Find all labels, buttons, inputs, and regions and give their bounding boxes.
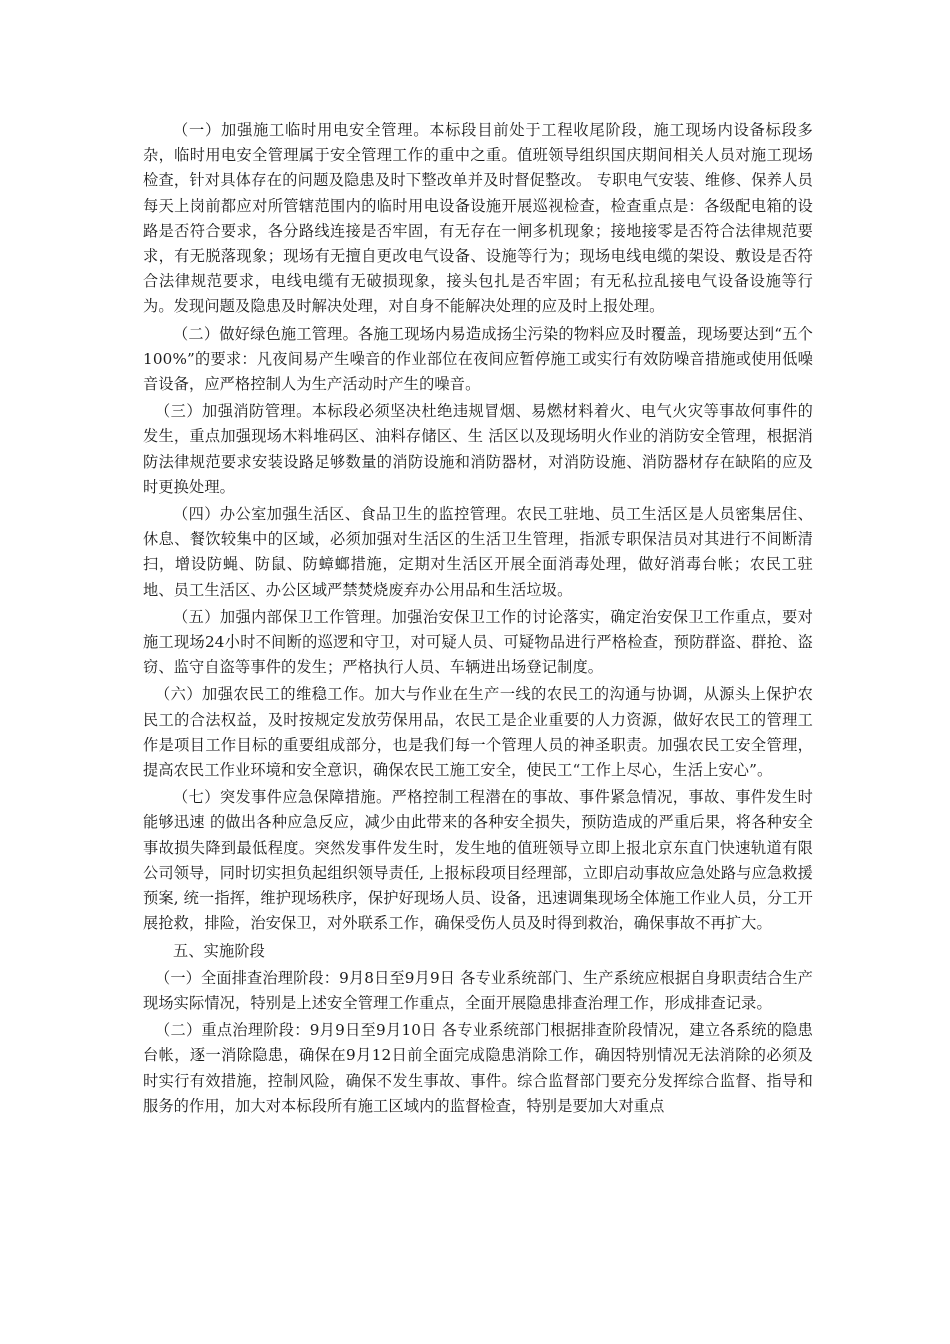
paragraph-emergency-response: （七）突发事件应急保障措施。严格控制工程潜在的事故、事件紧急情况，事故、事件发生时能够迅速 的做出各种应急反应，减少由此带来的各种安全损失，预防造成的严重后果，将各种安全事故损失降到最低程度。突然发事件发生时，发生地的值班领导立即上报北京东直门快速轨道有限公司领导，同时切实担负起组织领导责任, 上报标段项目经理部，立即启动事故应急处路与应急救援预案, 统一指挥，维护现场秩序，保护好现场人员、设备，迅速调集现场全体施工作业人员，分工开展抢救，排险，治安保卫，对外联系工作，确保受伤人员及时得到救治，确保事故不再扩大。 bbox=[143, 788, 813, 933]
paragraph-migrant-workers: （六）加强农民工的维稳工作。加大与作业在生产一线的农民工的沟通与协调，从源头上保护农民工的合法权益，及时按规定发放劳保用品，农民工是企业重要的人力资源，做好农民工的管理工作是项目工作目标的重要组成部分，也是我们每一个管理人员的神圣职责。加强农民工安全管理，提高农民工作业环境和安全意识，确保农民工施工安全，使民工“工作上尽心，生活上安心”。 bbox=[143, 685, 813, 780]
paragraph-phase-investigation: （一）全面排查治理阶段：9月8日至9月9日 各专业系统部门、生产系统应根据自身职责结合生产现场实际情况，特别是上述安全管理工作重点，全面开展隐患排查治理工作，形成排查记录。 bbox=[143, 968, 813, 1012]
paragraph-green-construction: （二）做好绿色施工管理。各施工现场内易造成扬尘污染的物料应及时覆盖，现场要达到“五个100%”的要求：凡夜间易产生噪音的作业部位在夜间应暂停施工或实行有效防噪音措施或使用低噪音设备，应严格控制人为生产活动时产生的噪音。 bbox=[143, 324, 813, 394]
paragraph-fire-safety: （三）加强消防管理。本标段必须坚决杜绝违规冒烟、易燃材料着火、电气火灾等事故何事件的发生，重点加强现场木料堆码区、油料存储区、生 活区以及现场明火作业的消防安全管理，根据消防法律规范要求安装设路足够数量的消防设施和消防器材，对消防设施、消防器材存在缺陷的应及时更换处理。 bbox=[143, 402, 813, 496]
paragraph-phase-key-treatment: （二）重点治理阶段：9月9日至9月10日 各专业系统部门根据排查阶段情况，建立各系统的隐患台帐，逐一消除隐患，确保在9月12日前全面完成隐患消除工作，确因特别情况无法消除的必须及时实行有效措施，控制风险，确保不发生事故、事件。综合监督部门要充分发挥综合监督、指导和服务的作用，加大对本标段所有施工区域内的监督检查，特别是要加大对重点 bbox=[143, 1021, 813, 1115]
section-heading-implementation: 五、实施阶段 bbox=[173, 941, 266, 960]
document-body bbox=[143, 118, 813, 1121]
paragraph-internal-security: （五）加强内部保卫工作管理。加强治安保卫工作的讨论落实，确定治安保卫工作重点，要对施工现场24小时不间断的巡逻和守卫，对可疑人员、可疑物品进行严格检查，预防群盗、群抢、盗窃、监守自盗等事件的发生；严格执行人员、车辆进出场登记制度。 bbox=[143, 607, 813, 677]
paragraph-living-area-hygiene: （四）办公室加强生活区、食品卫生的监控管理。农民工驻地、员工生活区是人员密集居住、休息、餐饮较集中的区域，必须加强对生活区的生活卫生管理，指派专职保洁员对其进行不间断清扫，增设防蝇、防鼠、防蟑螂措施，定期对生活区开展全面消毒处理，做好消毒台帐；农民工驻地、员工生活区、办公区域严禁焚烧废弃办公用品和生活垃圾。 bbox=[143, 505, 813, 599]
paragraph-electric-safety: （一）加强施工临时用电安全管理。本标段目前处于工程收尾阶段，施工现场内设备标段多杂，临时用电安全管理属于安全管理工作的重中之重。值班领导组织国庆期间相关人员对施工现场检查，针对具体存在的问题及隐患及时下整改单并及时督促整改。 专职电气安装、维修、保养人员每天上岗前都应对所管辖范围内的临时用电设备设施开展巡视检查，检查重点是：各级配电箱的设路是否符合要求，各分路线连接是否牢固，有无存在一闸多机现象；接地接零是否符合法律规范要求，有无脱落现象；现场有无擅自更改电气设备、设施等行为；现场电线电缆的架设、敷设是否符合法律规范要求，电线电缆有无破损现象，接头包扎是否牢固；有无私拉乱接电气设备设施等行为。发现问题及隐患及时解决处理，对自身不能解决处理的应及时上报处理。 bbox=[143, 121, 813, 316]
